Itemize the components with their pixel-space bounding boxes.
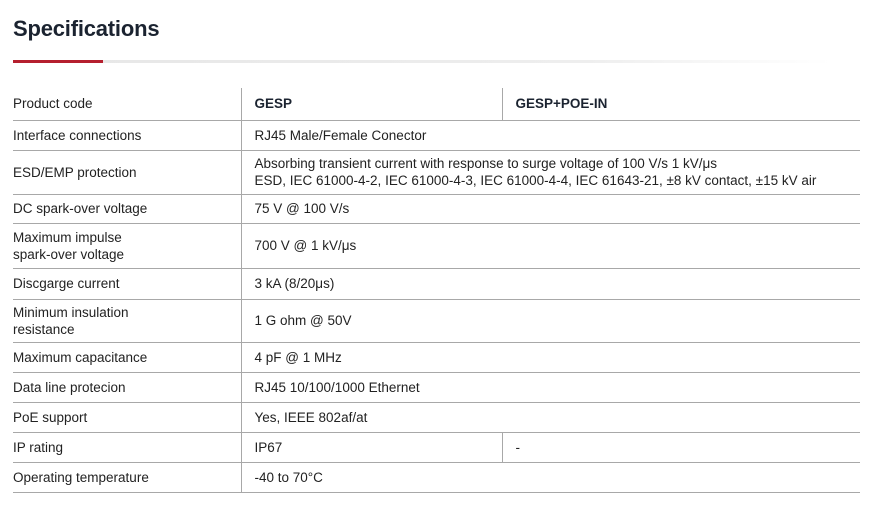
row-value: 3 kA (8/20μs) <box>241 268 860 299</box>
header-col-gesp-poe-in: GESP+POE-IN <box>502 88 860 120</box>
row-value: RJ45 Male/Female Conector <box>241 120 860 150</box>
row-label: PoE support <box>13 402 241 432</box>
row-label-line: Minimum insulation <box>13 304 129 320</box>
row-value: RJ45 10/100/1000 Ethernet <box>241 372 860 402</box>
row-value-gesp: IP67 <box>241 432 502 462</box>
row-value: Yes, IEEE 802af/at <box>241 402 860 432</box>
table-row <box>13 402 860 432</box>
row-value: 700 V @ 1 kV/μs <box>241 223 860 268</box>
header-col-gesp: GESP <box>241 88 502 120</box>
row-value: -40 to 70°C <box>241 462 860 492</box>
row-value-gesp-poe-in: - <box>502 432 860 462</box>
table-row <box>13 150 860 194</box>
title-underline <box>13 60 831 63</box>
table-row <box>13 462 860 492</box>
row-value: 75 V @ 100 V/s <box>241 194 860 223</box>
row-label: Data line protecion <box>13 372 241 402</box>
table-header-row <box>13 88 860 120</box>
row-value <box>241 150 860 194</box>
header-label: Product code <box>13 88 241 120</box>
row-label <box>13 299 241 342</box>
table-row <box>13 120 860 150</box>
row-label-line: Maximum impulse <box>13 229 122 245</box>
row-value-line: ESD, IEC 61000-4-2, IEC 61000-4-3, IEC 61000-4-4, IEC 61643-21, ±8 kV contact, ±15 kV air <box>254 173 817 188</box>
table-row <box>13 372 860 402</box>
row-label: Discgarge current <box>13 268 241 299</box>
table-row <box>13 432 860 462</box>
row-label: Maximum capacitance <box>13 342 241 372</box>
row-label: Operating temperature <box>13 462 241 492</box>
row-label <box>13 223 241 268</box>
row-value: 1 G ohm @ 50V <box>241 299 860 342</box>
table-row <box>13 342 860 372</box>
table-row <box>13 268 860 299</box>
row-label: ESD/EMP protection <box>13 150 241 194</box>
row-label-line: spark-over voltage <box>13 246 125 262</box>
row-value-line: Absorbing transient current with response to surge voltage of 100 V/s 1 kV/μs <box>254 156 718 171</box>
row-label: IP rating <box>13 432 241 462</box>
page-title: Specifications <box>13 16 160 41</box>
title-underline-accent <box>13 60 103 63</box>
row-label: Interface connections <box>13 120 241 150</box>
table-row <box>13 194 860 223</box>
table-row <box>13 299 860 342</box>
specifications-table <box>13 88 860 493</box>
row-label: DC spark-over voltage <box>13 194 241 223</box>
table-row <box>13 223 860 268</box>
row-value: 4 pF @ 1 MHz <box>241 342 860 372</box>
row-label-line: resistance <box>13 321 75 337</box>
